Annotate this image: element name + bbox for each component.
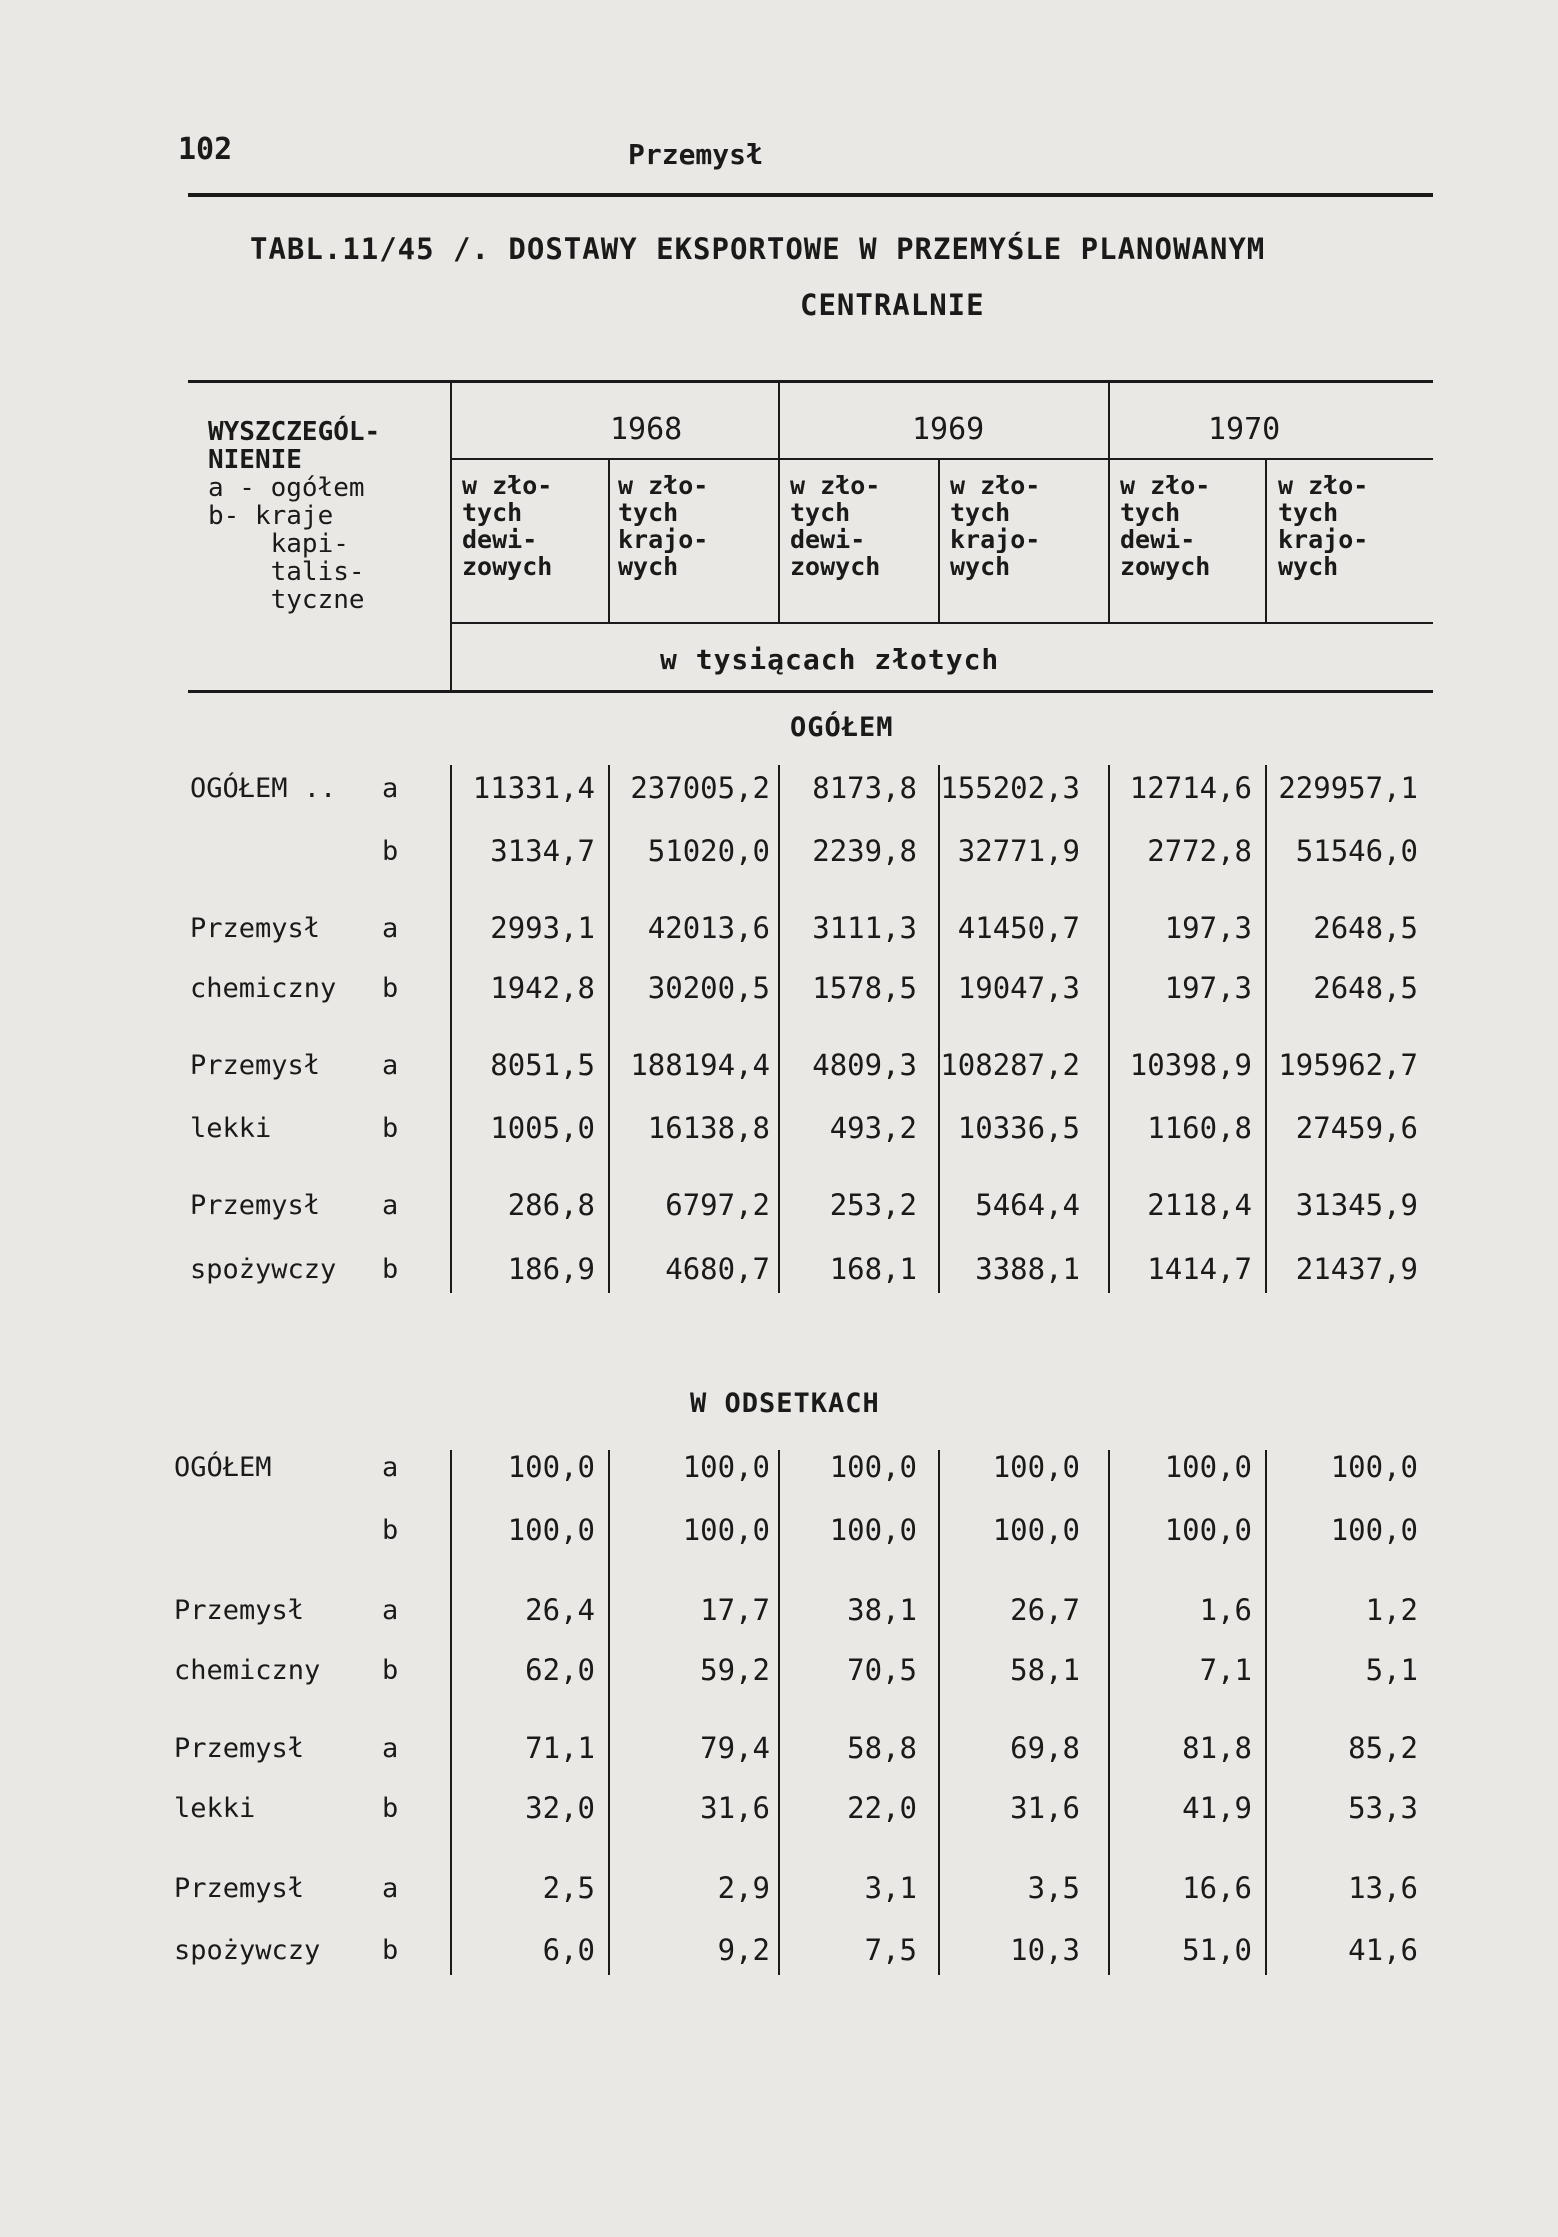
table-cell: 41,9 [1182,1791,1252,1825]
table-cell: 5464,4 [975,1188,1080,1222]
table-cell: 2648,5 [1313,911,1418,945]
row-label: OGÓŁEM .. [190,773,337,804]
table-cell: 71,1 [525,1731,595,1765]
running-title: Przemysł [628,138,763,171]
stub-header-line: b- kraje [208,501,334,531]
table-title: TABL.11/45 /. DOSTAWY EKSPORTOWE W PRZEMYŚLE PLANOWANYM [250,232,1266,266]
table-cell: 69,8 [1010,1731,1080,1765]
table-cell: 59,2 [700,1653,770,1687]
row-ab-marker: a [382,1050,399,1081]
header-year-divider-1969 [778,383,780,623]
table-cell: 8173,8 [812,771,917,805]
table-cell: 8051,5 [490,1048,595,1082]
table-cell: 32771,9 [957,834,1080,868]
table-cell: 41450,7 [957,911,1080,945]
table-cell: 155202,3 [940,771,1080,805]
stub-header-line: kapi- [208,529,349,559]
table-cell: 6797,2 [665,1188,770,1222]
table-cell: 100,0 [682,1513,770,1547]
row-ab-marker: a [382,1873,399,1904]
table-cell: 30200,5 [647,971,770,1005]
table-cell: 31345,9 [1295,1188,1418,1222]
year-1969: 1969 [912,412,985,447]
table-cell: 3388,1 [975,1252,1080,1286]
table-cell: 2118,4 [1147,1188,1252,1222]
row-ab-marker: b [382,1793,399,1824]
stub-header-line: talis- [208,557,365,587]
table-cell: 4680,7 [665,1252,770,1286]
table-cell: 1578,5 [812,971,917,1005]
table-cell: 3111,3 [812,911,917,945]
table-cell: 58,1 [1010,1653,1080,1687]
table-cell: 100,0 [992,1450,1080,1484]
table-cell: 4809,3 [812,1048,917,1082]
row-ab-marker: a [382,1190,399,1221]
row-ab-marker: a [382,913,399,944]
table-title-continued: CENTRALNIE [800,288,985,322]
table-cell: 85,2 [1348,1731,1418,1765]
row-label: Przemysł [190,1050,321,1081]
table-top-rule [188,380,1433,383]
column-divider [1265,1450,1267,1975]
table-cell: 229957,1 [1278,771,1418,805]
table-cell: 168,1 [829,1252,917,1286]
unit-label: w tysiącach złotych [660,643,1000,676]
table-cell: 12714,6 [1129,771,1252,805]
section-title: W ODSETKACH [690,1388,880,1419]
table-cell: 51,0 [1182,1933,1252,1967]
table-cell: 195962,7 [1278,1048,1418,1082]
table-cell: 1160,8 [1147,1111,1252,1145]
table-cell: 58,8 [847,1731,917,1765]
table-cell: 197,3 [1164,911,1252,945]
stub-header-line: NIENIE [208,445,302,475]
table-cell: 19047,3 [957,971,1080,1005]
row-label: Przemysł [190,1190,321,1221]
table-cell: 42013,6 [647,911,770,945]
table-cell: 100,0 [1164,1450,1252,1484]
row-label: spożywczy [190,1254,337,1285]
table-cell: 100,0 [1330,1513,1418,1547]
table-cell: 31,6 [1010,1791,1080,1825]
table-cell: 1942,8 [490,971,595,1005]
row-ab-marker: b [382,836,399,867]
table-cell: 13,6 [1348,1871,1418,1905]
table-cell: 100,0 [1164,1513,1252,1547]
table-cell: 51546,0 [1295,834,1418,868]
stub-header-line: WYSZCZEGÓL- [208,417,381,447]
table-cell: 31,6 [700,1791,770,1825]
row-ab-marker: b [382,1935,399,1966]
table-cell: 10336,5 [957,1111,1080,1145]
row-label: Przemysł [174,1873,305,1904]
column-header-krajowych-1970: w zło- tych krajo- wych [1278,471,1369,581]
table-cell: 100,0 [682,1450,770,1484]
column-divider [608,765,610,1293]
row-label: lekki [190,1113,272,1144]
table-cell: 237005,2 [630,771,770,805]
table-cell: 26,7 [1010,1593,1080,1627]
table-cell: 186,9 [507,1252,595,1286]
table-cell: 6,0 [542,1933,595,1967]
table-cell: 100,0 [507,1450,595,1484]
row-ab-marker: b [382,973,399,1004]
table-cell: 38,1 [847,1593,917,1627]
table-cell: 493,2 [829,1111,917,1145]
row-ab-marker: a [382,1452,399,1483]
table-cell: 253,2 [829,1188,917,1222]
row-ab-marker: a [382,773,399,804]
row-label: chemiczny [190,973,337,1004]
row-ab-marker: b [382,1113,399,1144]
table-cell: 2648,5 [1313,971,1418,1005]
header-col-divider-1 [608,460,610,622]
year-1968: 1968 [610,412,683,447]
table-cell: 3,5 [1027,1871,1080,1905]
stub-header-line: tyczne [208,585,365,615]
table-cell: 188194,4 [630,1048,770,1082]
table-cell: 53,3 [1348,1791,1418,1825]
row-label: spożywczy [174,1935,321,1966]
table-cell: 2,9 [717,1871,770,1905]
row-label: Przemysł [190,913,321,944]
table-cell: 79,4 [700,1731,770,1765]
table-cell: 100,0 [507,1513,595,1547]
table-cell: 2239,8 [812,834,917,868]
header-year-divider-1970 [1108,383,1110,623]
table-cell: 41,6 [1348,1933,1418,1967]
table-cell: 2,5 [542,1871,595,1905]
table-cell: 286,8 [507,1188,595,1222]
table-cell: 1005,0 [490,1111,595,1145]
page-number: 102 [178,132,233,167]
table-cell: 16,6 [1182,1871,1252,1905]
table-cell: 100,0 [1330,1450,1418,1484]
subheader-rule [450,622,1433,624]
table-cell: 27459,6 [1295,1111,1418,1145]
row-ab-marker: b [382,1254,399,1285]
table-cell: 10398,9 [1129,1048,1252,1082]
row-label: lekki [174,1793,256,1824]
table-cell: 81,8 [1182,1731,1252,1765]
column-header-dewizowych-1970: w zło- tych dewi- zowych [1120,471,1211,581]
row-label: OGÓŁEM [174,1452,272,1483]
section-title: OGÓŁEM [790,712,894,743]
table-cell: 1,6 [1199,1593,1252,1627]
table-cell: 17,7 [700,1593,770,1627]
row-label: Przemysł [174,1595,305,1626]
header-col-divider-3 [938,460,940,622]
row-ab-marker: b [382,1515,399,1546]
table-cell: 3,1 [864,1871,917,1905]
table-cell: 197,3 [1164,971,1252,1005]
table-cell: 3134,7 [490,834,595,868]
stub-header [208,418,380,614]
table-cell: 62,0 [525,1653,595,1687]
table-cell: 100,0 [829,1513,917,1547]
row-ab-marker: a [382,1595,399,1626]
column-divider [1265,765,1267,1293]
table-header-bottom-rule [188,690,1433,693]
column-header-krajowych-1968: w zło- tych krajo- wych [618,471,709,581]
table-cell: 21437,9 [1295,1252,1418,1286]
table-cell: 11331,4 [472,771,595,805]
table-cell: 26,4 [525,1593,595,1627]
column-divider [608,1450,610,1975]
row-ab-marker: b [382,1655,399,1686]
table-cell: 16138,8 [647,1111,770,1145]
table-cell: 108287,2 [940,1048,1080,1082]
table-cell: 100,0 [829,1450,917,1484]
table-cell: 7,1 [1199,1653,1252,1687]
header-rule [188,193,1433,197]
table-cell: 51020,0 [647,834,770,868]
table-cell: 70,5 [847,1653,917,1687]
table-cell: 5,1 [1365,1653,1418,1687]
table-cell: 9,2 [717,1933,770,1967]
year-1970: 1970 [1208,412,1281,447]
table-cell: 10,3 [1010,1933,1080,1967]
column-header-dewizowych-1968: w zło- tych dewi- zowych [462,471,553,581]
header-col-divider-5 [1265,460,1267,622]
row-ab-marker: a [382,1733,399,1764]
table-cell: 7,5 [864,1933,917,1967]
table-cell: 2993,1 [490,911,595,945]
column-header-dewizowych-1969: w zło- tych dewi- zowych [790,471,881,581]
table-cell: 2772,8 [1147,834,1252,868]
table-cell: 32,0 [525,1791,595,1825]
table-cell: 1,2 [1365,1593,1418,1627]
stub-header-line: a - ogółem [208,473,365,503]
row-label: Przemysł [174,1733,305,1764]
table-cell: 1414,7 [1147,1252,1252,1286]
table-cell: 22,0 [847,1791,917,1825]
table-cell: 100,0 [992,1513,1080,1547]
header-stub-divider [450,383,452,690]
year-rule [450,458,1433,460]
column-header-krajowych-1969: w zło- tych krajo- wych [950,471,1041,581]
row-label: chemiczny [174,1655,321,1686]
